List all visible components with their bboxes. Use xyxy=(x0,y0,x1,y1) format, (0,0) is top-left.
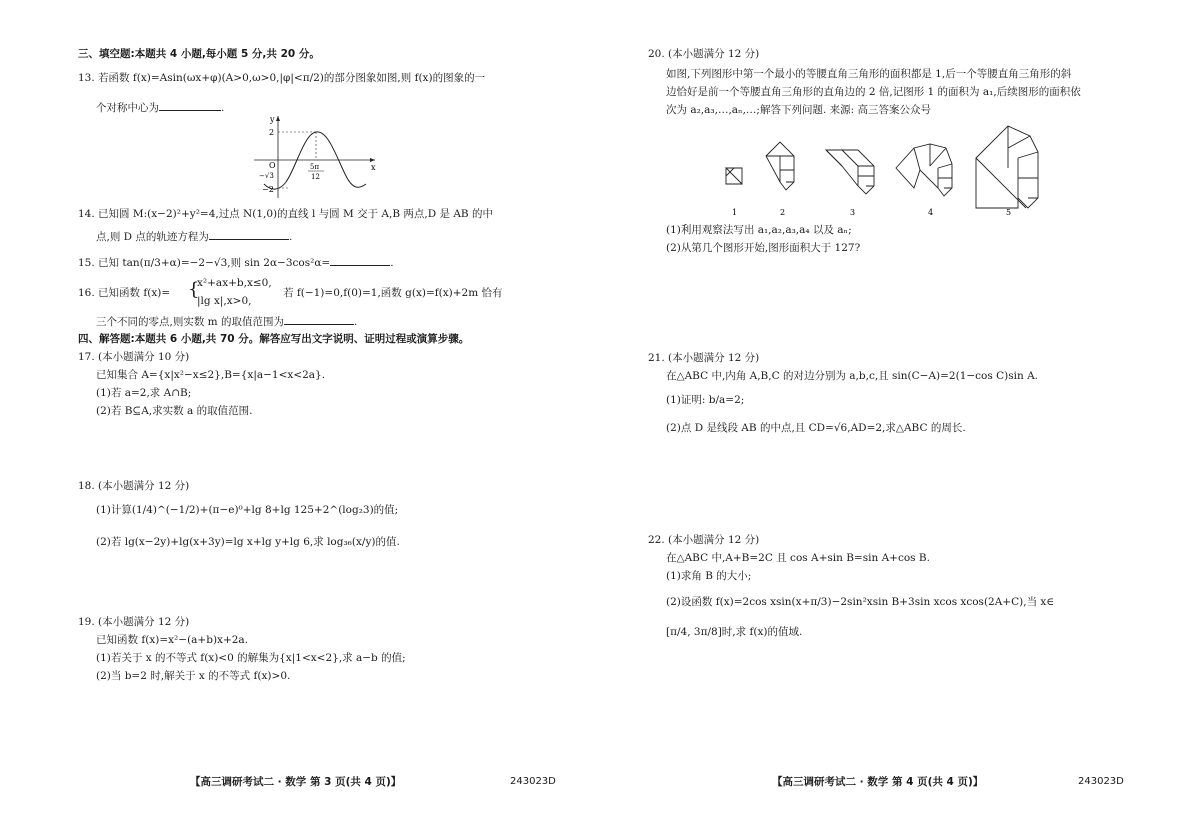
q22-head: 22. (本小题满分 12 分) xyxy=(648,534,760,546)
q14-line1: 14. 已知圆 M:(x−2)²+y²=4,过点 N(1,0)的直线 l 与圆 M 交于 A,B 两点,D 是 AB 的中 xyxy=(78,208,493,220)
q19-line1: 已知函数 f(x)=x²−(a+b)x+2a. xyxy=(96,634,249,646)
answer-blank xyxy=(284,313,354,325)
q16-line2-text: 三个不同的零点,则实数 m 的取值范围为 xyxy=(96,316,284,328)
right-page xyxy=(600,0,1200,833)
q22-line3: (2)设函数 f(x)=2cos xsin(x+π/3)−2sin²xsin B+3sin xcos xcos(2A+C),当 x∈ xyxy=(666,596,1055,608)
q21-line2: (1)证明: b/a=2; xyxy=(666,394,745,406)
q21-line1: 在△ABC 中,内角 A,B,C 的对边分别为 a,b,c,且 sin(C−A)=2(1−cos C)sin A. xyxy=(666,370,1039,382)
q20-line5: (2)从第几个图形开始,图形面积大于 127? xyxy=(666,242,861,254)
q20-line3: 次为 a₂,a₃,…,aₙ,…;解答下列问题. 来源: 高三答案公众号 xyxy=(666,104,932,116)
q17-line2: (1)若 a=2,求 A∩B; xyxy=(96,387,192,399)
graph-5pi-label: 5π xyxy=(310,163,320,171)
q17-line1: 已知集合 A={x|x²−x≤2},B={x|a−1<x<2a}. xyxy=(96,369,326,381)
triangle-figures xyxy=(718,118,1098,220)
fig-label-4: 4 xyxy=(928,208,934,217)
q17-line3: (2)若 B⊆A,求实数 a 的取值范围. xyxy=(96,405,253,417)
q16-line2: 三个不同的零点,则实数 m 的取值范围为 . xyxy=(96,313,357,329)
page-footer-left: 【高三调研考试二 · 数学 第 3 页(共 4 页)】 xyxy=(190,776,402,788)
q16-brace: { xyxy=(188,279,200,300)
q18-line2: (2)若 lg(x−2y)+lg(x+3y)=lg x+lg y+lg 6,求 log₃₆(x/y)的值. xyxy=(96,536,400,548)
graph-y-label: y xyxy=(270,115,275,124)
q13-line2-text: 个对称中心为 xyxy=(96,102,159,114)
section-4-heading: 四、解答题:本题共 6 小题,共 70 分。解答应写出文字说明、证明过程或演算步骤。 xyxy=(78,333,470,345)
fig-label-1: 1 xyxy=(732,208,738,217)
graph-12-label: 12 xyxy=(311,173,320,181)
fig-label-2: 2 xyxy=(780,208,786,217)
q19-head: 19. (本小题满分 12 分) xyxy=(78,616,190,628)
q16-prefix: 16. 已知函数 f(x)= xyxy=(78,287,171,299)
q16-line1 xyxy=(78,287,170,300)
q20-line4: (1)利用观察法写出 a₁,a₂,a₃,a₄ 以及 aₙ; xyxy=(666,224,852,236)
exam-code-left: 243023D xyxy=(510,776,556,787)
answer-blank xyxy=(330,254,390,266)
q17-head: 17. (本小题满分 10 分) xyxy=(78,351,190,363)
sine-graph xyxy=(250,112,380,200)
q13-line2: 个对称中心为 . xyxy=(96,99,224,115)
q16-piece2: |lg x|,x>0, xyxy=(197,295,252,307)
q21-head: 21. (本小题满分 12 分) xyxy=(648,352,760,364)
q21-line3: (2)点 D 是线段 AB 的中点,且 CD=√6,AD=2,求△ABC 的周长. xyxy=(666,422,966,434)
section-3-heading: 三、填空题:本题共 4 小题,每小题 5 分,共 20 分。 xyxy=(78,48,320,60)
q15: 15. 已知 tan(π/3+α)=−2−√3,则 sin 2α−3cos²α= . xyxy=(78,254,394,270)
exam-code-right: 243023D xyxy=(1078,776,1124,787)
q20-line1: 如图,下列图形中第一个最小的等腰直角三角形的面积都是 1,后一个等腰直角三角形的斜 xyxy=(666,68,1072,80)
page-footer-right: 【高三调研考试二 · 数学 第 4 页(共 4 页)】 xyxy=(772,776,984,788)
q19-line3: (2)当 b=2 时,解关于 x 的不等式 f(x)>0. xyxy=(96,670,291,682)
q22-line4: [π/4, 3π/8]时,求 f(x)的值域. xyxy=(666,626,803,638)
graph-2-label: 2 xyxy=(269,128,275,137)
q13-line1: 13. 若函数 f(x)=Asin(ωx+φ)(A>0,ω>0,|φ|<π/2)的部分图象如图,则 f(x)的图象的一 xyxy=(78,72,486,84)
q20-head: 20. (本小题满分 12 分) xyxy=(648,48,760,60)
q14-line2: 点,则 D 点的轨迹方程为 . xyxy=(96,228,292,244)
q18-line1: (1)计算(1/4)^(−1/2)+(π−e)⁰+lg 8+lg 125+2^(log₂3)的值; xyxy=(96,504,399,516)
q14-line2-text: 点,则 D 点的轨迹方程为 xyxy=(96,231,209,243)
answer-blank xyxy=(209,228,289,240)
graph-neg2-label: −2 xyxy=(262,185,274,194)
answer-blank xyxy=(159,99,221,111)
q19-line2: (1)若关于 x 的不等式 f(x)<0 的解集为{x|1<x<2},求 a−b 的值; xyxy=(96,652,406,664)
fig-label-5: 5 xyxy=(1006,208,1012,217)
q16-suffix: 若 f(−1)=0,f(0)=1,函数 g(x)=f(x)+2m 恰有 xyxy=(283,287,503,299)
q15-text: 15. 已知 tan(π/3+α)=−2−√3,则 sin 2α−3cos²α= xyxy=(78,257,331,269)
q18-head: 18. (本小题满分 12 分) xyxy=(78,480,190,492)
graph-origin-label: O xyxy=(269,161,276,170)
fig-label-3: 3 xyxy=(850,208,856,217)
graph-sqrt3-label: −√3 xyxy=(259,172,274,180)
q20-line2: 边恰好是前一个等腰直角三角形的直角边的 2 倍,记图形 1 的面积为 a₁,后续图形的面积依 xyxy=(666,86,1081,98)
q16-piece1: x²+ax+b,x≤0, xyxy=(197,277,272,289)
q22-line2: (1)求角 B 的大小; xyxy=(666,570,752,582)
q22-line1: 在△ABC 中,A+B=2C 且 cos A+sin B=sin A+cos B. xyxy=(666,552,930,564)
graph-x-label: x xyxy=(371,163,376,172)
